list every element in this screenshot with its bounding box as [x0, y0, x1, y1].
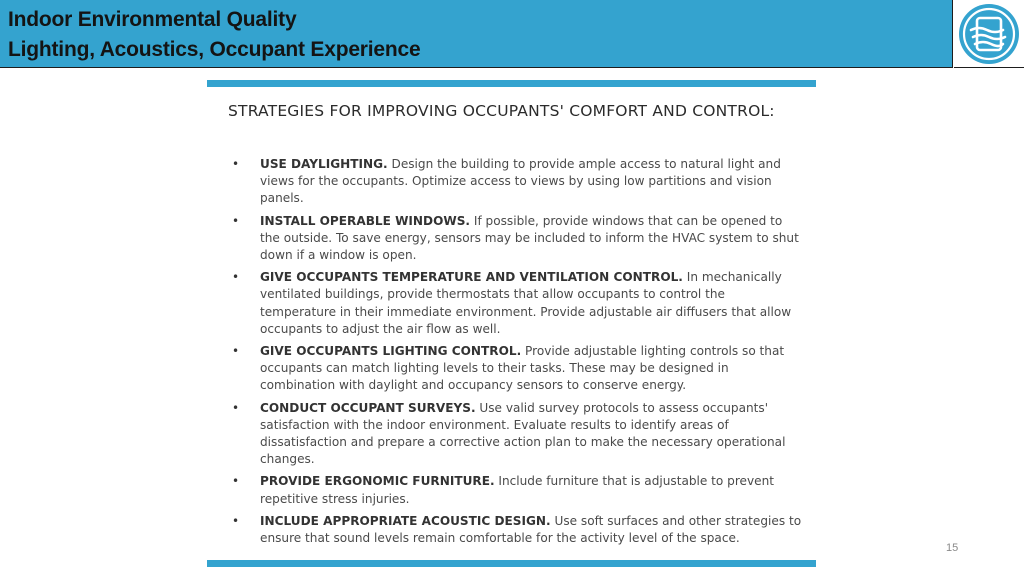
item-text: Include furniture that is adjustable to prevent repetitive stress injuries. — [260, 474, 774, 506]
bullet-icon: • — [232, 157, 240, 171]
strategy-list — [232, 156, 804, 552]
item-text: In mechanically ventilated buildings, provide thermostats that allow occupants to control the temperature in their immediate environment. Provide adjustable air diffusers that allow occupants to adjust the air flow as well. — [260, 270, 792, 336]
slide-subtitle: Lighting, Acoustics, Occupant Experience — [8, 38, 421, 61]
document-top-rule — [207, 80, 816, 87]
item-text: Use soft surfaces and other strategies to ensure that sound levels remain comfortable for the activity level of the space. — [260, 513, 802, 546]
page-number: 15 — [946, 542, 959, 554]
bullet-icon: • — [232, 213, 240, 228]
item-heading: USE DAYLIGHTING. — [260, 157, 388, 171]
item-text: If possible, provide windows that can be opened to the outside. To save energy, sensors may be included to inform the HVAC system to shut down if a window is open. — [260, 213, 799, 263]
list-item — [232, 400, 804, 469]
item-heading: INSTALL OPERABLE WINDOWS. — [260, 213, 471, 228]
bullet-icon: • — [232, 513, 240, 528]
bullet-icon: • — [232, 270, 240, 285]
bullet-icon: • — [232, 474, 240, 489]
bullet-icon: • — [232, 344, 240, 359]
list-item — [232, 473, 804, 507]
list-item — [232, 513, 804, 547]
item-heading: PROVIDE ERGONOMIC FURNITURE. — [260, 474, 495, 489]
document-title: STRATEGIES FOR IMPROVING OCCUPANTS' COMFORT AND CONTROL: — [228, 102, 775, 120]
slide-title: Indoor Environmental Quality — [8, 8, 297, 31]
document-bottom-rule — [207, 560, 816, 567]
item-text: Design the building to provide ample access to natural light and views for the occupants. Optimize access to views by using low partitions and vision panels. — [260, 157, 781, 206]
list-item — [232, 213, 804, 265]
item-heading: CONDUCT OCCUPANT SURVEYS. — [260, 400, 476, 415]
list-item — [232, 343, 804, 395]
list-item — [232, 156, 804, 208]
item-heading: INCLUDE APPROPRIATE ACOUSTIC DESIGN. — [260, 513, 551, 528]
list-item — [232, 269, 804, 338]
item-text: Use valid survey protocols to assess occupants' satisfaction with the indoor environment. Evaluate results to identify areas of dissatisfaction and prepare a corrective action plan to make the necessary operational changes. — [260, 400, 786, 467]
item-heading: GIVE OCCUPANTS LIGHTING CONTROL. — [260, 344, 522, 359]
bullet-icon: • — [232, 400, 240, 415]
header-bar — [0, 0, 953, 68]
logo-box — [954, 0, 1024, 68]
item-text: Provide adjustable lighting controls so that occupants can match lighting levels to their tasks. These may be designed in combination with daylight and occupancy sensors to conserve energy. — [260, 344, 785, 393]
wind-logo-icon — [957, 2, 1021, 66]
item-heading: GIVE OCCUPANTS TEMPERATURE AND VENTILATION CONTROL. — [260, 270, 683, 285]
